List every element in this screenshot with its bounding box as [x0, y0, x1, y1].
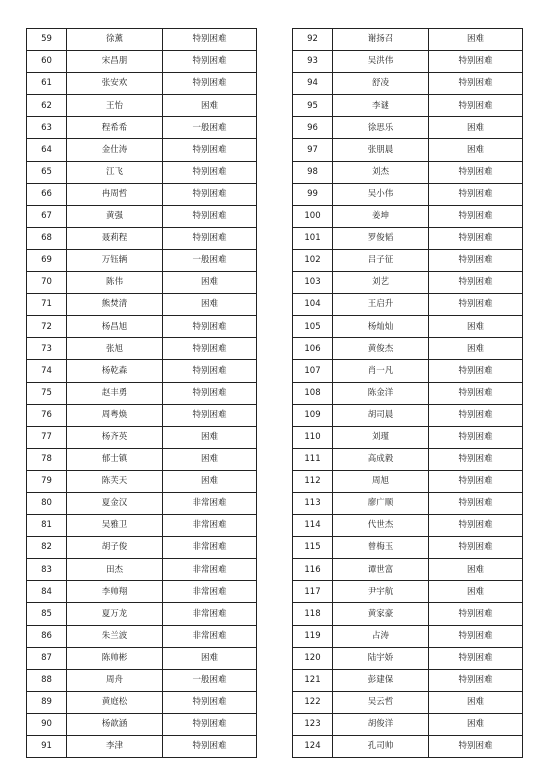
student-name: 孔司帅 — [333, 736, 429, 758]
student-name: 冉周哲 — [67, 183, 163, 205]
row-number: 102 — [293, 249, 333, 271]
table-row — [293, 713, 523, 735]
student-name: 张旭 — [67, 338, 163, 360]
difficulty-level: 非常困难 — [163, 537, 257, 559]
table-row — [27, 294, 257, 316]
student-name: 赵丰勇 — [67, 382, 163, 404]
student-name: 黄强 — [67, 205, 163, 227]
row-number: 119 — [293, 625, 333, 647]
row-number: 101 — [293, 227, 333, 249]
row-number: 67 — [27, 205, 67, 227]
table-row — [27, 669, 257, 691]
difficulty-level: 困难 — [429, 713, 523, 735]
difficulty-level: 特别困难 — [429, 205, 523, 227]
row-number: 100 — [293, 205, 333, 227]
row-number: 123 — [293, 713, 333, 735]
difficulty-level: 非常困难 — [163, 603, 257, 625]
table-row — [293, 448, 523, 470]
difficulty-level: 非常困难 — [163, 492, 257, 514]
difficulty-level: 特别困难 — [163, 404, 257, 426]
row-number: 107 — [293, 360, 333, 382]
table-row — [27, 515, 257, 537]
row-number: 113 — [293, 492, 333, 514]
difficulty-level: 非常困难 — [163, 559, 257, 581]
row-number: 115 — [293, 537, 333, 559]
table-row — [293, 73, 523, 95]
row-number: 111 — [293, 448, 333, 470]
student-name: 朱兰波 — [67, 625, 163, 647]
difficulty-level: 一般困难 — [163, 669, 257, 691]
table-row — [293, 581, 523, 603]
row-number: 108 — [293, 382, 333, 404]
row-number: 86 — [27, 625, 67, 647]
student-name: 金仕涛 — [67, 139, 163, 161]
row-number: 62 — [27, 95, 67, 117]
table-row — [27, 404, 257, 426]
row-number: 116 — [293, 559, 333, 581]
difficulty-level: 困难 — [429, 316, 523, 338]
table-row — [27, 205, 257, 227]
difficulty-level: 特别困难 — [163, 51, 257, 73]
student-name: 姜坤 — [333, 205, 429, 227]
table-row — [27, 95, 257, 117]
difficulty-level: 特别困难 — [163, 183, 257, 205]
table-row — [27, 183, 257, 205]
difficulty-level: 一般困难 — [163, 117, 257, 139]
student-name: 熊焚清 — [67, 294, 163, 316]
student-name: 吴小伟 — [333, 183, 429, 205]
student-name: 杨灿灿 — [333, 316, 429, 338]
difficulty-level: 特别困难 — [429, 736, 523, 758]
student-name: 杨昌旭 — [67, 316, 163, 338]
student-name: 胡俊洋 — [333, 713, 429, 735]
row-number: 73 — [27, 338, 67, 360]
table-row — [293, 139, 523, 161]
table-row — [293, 625, 523, 647]
student-name: 聂莉程 — [67, 227, 163, 249]
table-row — [293, 117, 523, 139]
table-row — [27, 360, 257, 382]
row-number: 65 — [27, 161, 67, 183]
difficulty-level: 特别困难 — [429, 625, 523, 647]
row-number: 82 — [27, 537, 67, 559]
table-row — [27, 647, 257, 669]
row-number: 70 — [27, 272, 67, 294]
table-row — [27, 161, 257, 183]
student-name: 王启升 — [333, 294, 429, 316]
table-row — [293, 537, 523, 559]
row-number: 59 — [27, 29, 67, 51]
table-row — [293, 29, 523, 51]
row-number: 109 — [293, 404, 333, 426]
difficulty-level: 一般困难 — [163, 249, 257, 271]
table-row — [293, 382, 523, 404]
student-name: 高成毅 — [333, 448, 429, 470]
table-row — [27, 29, 257, 51]
table-row — [293, 492, 523, 514]
row-number: 80 — [27, 492, 67, 514]
student-name: 周舟 — [67, 669, 163, 691]
student-name: 黄家豪 — [333, 603, 429, 625]
student-name: 胡子俊 — [67, 537, 163, 559]
student-name: 陈伟 — [67, 272, 163, 294]
difficulty-level: 特别困难 — [429, 360, 523, 382]
difficulty-level: 特别困难 — [163, 139, 257, 161]
row-number: 94 — [293, 73, 333, 95]
student-name: 杨歆涵 — [67, 713, 163, 735]
row-number: 110 — [293, 426, 333, 448]
table-row — [293, 669, 523, 691]
table-row — [27, 492, 257, 514]
student-name: 曾梅玉 — [333, 537, 429, 559]
table-row — [293, 227, 523, 249]
student-name: 李帅翔 — [67, 581, 163, 603]
row-number: 97 — [293, 139, 333, 161]
difficulty-level: 特别困难 — [163, 205, 257, 227]
student-name: 李谜 — [333, 95, 429, 117]
student-name: 万钰辆 — [67, 249, 163, 271]
difficulty-level: 特别困难 — [429, 515, 523, 537]
table-row — [293, 161, 523, 183]
difficulty-level: 特别困难 — [429, 470, 523, 492]
table-row — [293, 360, 523, 382]
row-number: 69 — [27, 249, 67, 271]
row-number: 118 — [293, 603, 333, 625]
table-row — [293, 404, 523, 426]
student-name: 彭建保 — [333, 669, 429, 691]
row-number: 77 — [27, 426, 67, 448]
difficulty-level: 困难 — [163, 95, 257, 117]
row-number: 89 — [27, 691, 67, 713]
table-row — [27, 139, 257, 161]
row-number: 71 — [27, 294, 67, 316]
row-number: 124 — [293, 736, 333, 758]
row-number: 66 — [27, 183, 67, 205]
table-row — [293, 338, 523, 360]
table-row — [27, 736, 257, 758]
difficulty-level: 非常困难 — [163, 625, 257, 647]
difficulty-level: 特别困难 — [429, 537, 523, 559]
difficulty-level: 困难 — [429, 338, 523, 360]
difficulty-level: 特别困难 — [429, 647, 523, 669]
student-name: 肖一凡 — [333, 360, 429, 382]
table-row — [293, 205, 523, 227]
student-name: 尹宇航 — [333, 581, 429, 603]
difficulty-level: 困难 — [163, 272, 257, 294]
difficulty-level: 特别困难 — [429, 603, 523, 625]
student-name: 吴雅卫 — [67, 515, 163, 537]
difficulty-level: 特别困难 — [163, 316, 257, 338]
table-row — [293, 736, 523, 758]
row-number: 79 — [27, 470, 67, 492]
roster-table-left — [26, 28, 257, 758]
difficulty-level: 困难 — [429, 29, 523, 51]
student-name: 周旭 — [333, 470, 429, 492]
table-row — [27, 581, 257, 603]
student-name: 杨齐英 — [67, 426, 163, 448]
student-name: 胡司晨 — [333, 404, 429, 426]
row-number: 93 — [293, 51, 333, 73]
row-number: 105 — [293, 316, 333, 338]
student-name: 张安欢 — [67, 73, 163, 95]
row-number: 68 — [27, 227, 67, 249]
table-row — [27, 117, 257, 139]
student-name: 吴洪伟 — [333, 51, 429, 73]
row-number: 103 — [293, 272, 333, 294]
table-row — [293, 470, 523, 492]
difficulty-level: 特别困难 — [163, 713, 257, 735]
table-row — [293, 603, 523, 625]
student-name: 田杰 — [67, 559, 163, 581]
row-number: 87 — [27, 647, 67, 669]
difficulty-level: 特别困难 — [163, 736, 257, 758]
row-number: 121 — [293, 669, 333, 691]
table-row — [27, 426, 257, 448]
table-row — [27, 625, 257, 647]
student-name: 江飞 — [67, 161, 163, 183]
row-number: 114 — [293, 515, 333, 537]
table-row — [27, 559, 257, 581]
student-name: 黄庭松 — [67, 691, 163, 713]
row-number: 98 — [293, 161, 333, 183]
difficulty-level: 特别困难 — [163, 29, 257, 51]
table-row — [27, 249, 257, 271]
table-row — [27, 73, 257, 95]
row-number: 72 — [27, 316, 67, 338]
table-row — [293, 249, 523, 271]
student-name: 程希希 — [67, 117, 163, 139]
row-number: 81 — [27, 515, 67, 537]
table-row — [293, 559, 523, 581]
difficulty-level: 特别困难 — [429, 492, 523, 514]
table-row — [293, 691, 523, 713]
difficulty-level: 困难 — [163, 647, 257, 669]
row-number: 117 — [293, 581, 333, 603]
student-name: 陈帅彬 — [67, 647, 163, 669]
student-name: 郁士镇 — [67, 448, 163, 470]
difficulty-level: 困难 — [429, 139, 523, 161]
difficulty-level: 困难 — [429, 691, 523, 713]
row-number: 84 — [27, 581, 67, 603]
table-row — [27, 338, 257, 360]
student-name: 徐薰 — [67, 29, 163, 51]
row-number: 91 — [27, 736, 67, 758]
student-name: 李津 — [67, 736, 163, 758]
student-name: 舒凌 — [333, 73, 429, 95]
student-name: 杨乾森 — [67, 360, 163, 382]
row-number: 61 — [27, 73, 67, 95]
table-row — [293, 183, 523, 205]
table-row — [27, 603, 257, 625]
difficulty-level: 特别困难 — [429, 382, 523, 404]
difficulty-level: 特别困难 — [429, 669, 523, 691]
student-name: 宋昌朋 — [67, 51, 163, 73]
row-number: 63 — [27, 117, 67, 139]
student-name: 刘瑾 — [333, 426, 429, 448]
row-number: 96 — [293, 117, 333, 139]
table-row — [27, 691, 257, 713]
table-row — [293, 272, 523, 294]
difficulty-level: 困难 — [429, 581, 523, 603]
student-name: 黄俊杰 — [333, 338, 429, 360]
difficulty-level: 特别困难 — [429, 426, 523, 448]
table-row — [27, 227, 257, 249]
difficulty-level: 特别困难 — [429, 404, 523, 426]
row-number: 112 — [293, 470, 333, 492]
difficulty-level: 特别困难 — [163, 227, 257, 249]
student-name: 吕子征 — [333, 249, 429, 271]
difficulty-level: 困难 — [163, 470, 257, 492]
student-name: 刘艺 — [333, 272, 429, 294]
student-name: 占涛 — [333, 625, 429, 647]
table-row — [293, 316, 523, 338]
difficulty-level: 困难 — [429, 559, 523, 581]
student-name: 刘杰 — [333, 161, 429, 183]
difficulty-level: 特别困难 — [429, 95, 523, 117]
row-number: 88 — [27, 669, 67, 691]
difficulty-level: 特别困难 — [429, 448, 523, 470]
table-row — [27, 448, 257, 470]
table-row — [27, 470, 257, 492]
difficulty-level: 特别困难 — [429, 161, 523, 183]
difficulty-level: 特别困难 — [429, 272, 523, 294]
difficulty-level: 特别困难 — [163, 382, 257, 404]
table-row — [27, 713, 257, 735]
difficulty-level: 特别困难 — [429, 183, 523, 205]
row-number: 90 — [27, 713, 67, 735]
table-row — [293, 294, 523, 316]
difficulty-level: 特别困难 — [163, 691, 257, 713]
row-number: 78 — [27, 448, 67, 470]
student-name: 周粤焕 — [67, 404, 163, 426]
difficulty-level: 特别困难 — [429, 51, 523, 73]
difficulty-level: 特别困难 — [163, 338, 257, 360]
student-name: 罗俊韬 — [333, 227, 429, 249]
student-name: 谭世富 — [333, 559, 429, 581]
difficulty-level: 困难 — [163, 448, 257, 470]
row-number: 74 — [27, 360, 67, 382]
student-name: 张朋晨 — [333, 139, 429, 161]
row-number: 95 — [293, 95, 333, 117]
table-row — [27, 382, 257, 404]
difficulty-level: 非常困难 — [163, 581, 257, 603]
table-row — [293, 95, 523, 117]
row-number: 85 — [27, 603, 67, 625]
row-number: 76 — [27, 404, 67, 426]
table-row — [293, 515, 523, 537]
row-number: 106 — [293, 338, 333, 360]
difficulty-level: 特别困难 — [163, 73, 257, 95]
difficulty-level: 特别困难 — [163, 161, 257, 183]
student-name: 陈芙天 — [67, 470, 163, 492]
table-row — [293, 51, 523, 73]
difficulty-level: 困难 — [429, 117, 523, 139]
row-number: 104 — [293, 294, 333, 316]
difficulty-level: 特别困难 — [429, 294, 523, 316]
student-name: 徐思乐 — [333, 117, 429, 139]
row-number: 122 — [293, 691, 333, 713]
table-row — [293, 426, 523, 448]
row-number: 83 — [27, 559, 67, 581]
difficulty-level: 特别困难 — [429, 73, 523, 95]
roster-table-right — [292, 28, 523, 758]
row-number: 92 — [293, 29, 333, 51]
student-name: 夏金汉 — [67, 492, 163, 514]
difficulty-level: 特别困难 — [429, 227, 523, 249]
row-number: 60 — [27, 51, 67, 73]
student-name: 陈金洋 — [333, 382, 429, 404]
student-name: 谢扬召 — [333, 29, 429, 51]
table-row — [293, 647, 523, 669]
table-row — [27, 272, 257, 294]
student-name: 代世杰 — [333, 515, 429, 537]
student-name: 廖广顺 — [333, 492, 429, 514]
student-name: 夏万龙 — [67, 603, 163, 625]
student-name: 陆宇娇 — [333, 647, 429, 669]
row-number: 75 — [27, 382, 67, 404]
student-name: 王怡 — [67, 95, 163, 117]
table-row — [27, 51, 257, 73]
difficulty-level: 特别困难 — [429, 249, 523, 271]
table-row — [27, 537, 257, 559]
difficulty-level: 困难 — [163, 426, 257, 448]
difficulty-level: 非常困难 — [163, 515, 257, 537]
row-number: 99 — [293, 183, 333, 205]
student-name: 吴云哲 — [333, 691, 429, 713]
difficulty-level: 特别困难 — [163, 360, 257, 382]
difficulty-level: 困难 — [163, 294, 257, 316]
row-number: 64 — [27, 139, 67, 161]
row-number: 120 — [293, 647, 333, 669]
table-row — [27, 316, 257, 338]
